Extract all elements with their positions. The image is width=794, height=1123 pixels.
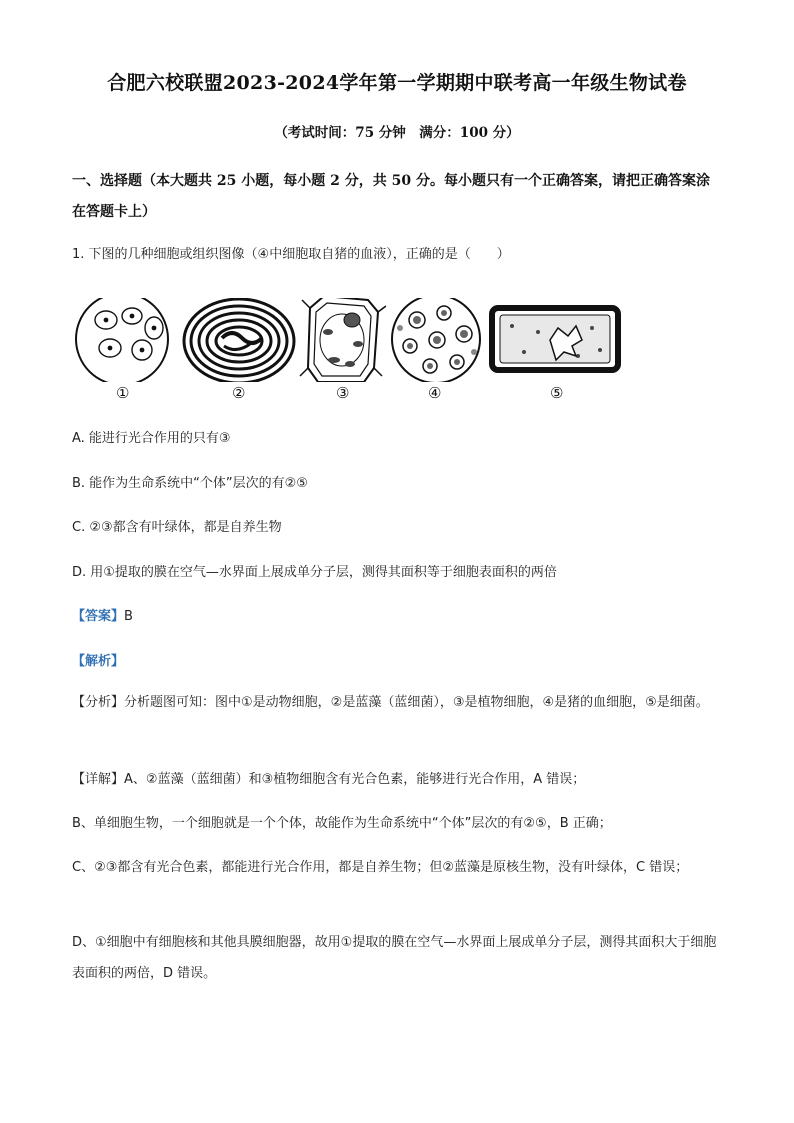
cyanobacterium-image <box>184 299 294 382</box>
detail-b-paragraph: B、单细胞生物，一个细胞就是一个个体，故能作为生命系统中“个体”层次的有②⑤，B 正确； <box>72 816 612 831</box>
detail-c-paragraph: C、②③都含有光合色素，都能进行光合作用，都是自养生物；但②蓝藻是原核生物，没有叶绿体，C 错误； <box>72 860 689 875</box>
detail-label: 【详解】 <box>72 772 125 787</box>
plant-cell-image <box>300 298 386 382</box>
figure-label-2: ② <box>232 384 246 402</box>
cell-figure-drawing <box>72 298 632 382</box>
blood-cells-image <box>392 298 480 382</box>
analysis-line <box>72 650 124 669</box>
detail-a-paragraph <box>72 764 724 795</box>
detail-d-paragraph: D、①细胞中有细胞核和其他具膜细胞器，故用①提取的膜在空气—水界面上展成单分子层，测得其面积大于细胞表面积的两倍，D 错误。 <box>72 935 717 981</box>
exam-title: 合肥六校联盟2023-2024学年第一学期期中联考高一年级生物试卷 <box>107 72 687 94</box>
option-a: A. 能进行光合作用的只有③ <box>72 431 231 446</box>
exam-subtitle: （考试时间：75 分钟 满分：100 分） <box>274 125 520 141</box>
cell-figure <box>72 298 632 408</box>
animal-cell-image <box>76 298 168 382</box>
option-c: C. ②③都含有叶绿体，都是自养生物 <box>72 520 282 535</box>
figure-label-3: ③ <box>336 384 350 402</box>
bacterium-image <box>492 308 618 370</box>
answer-value: B <box>124 609 133 624</box>
fenxi-label: 【分析】 <box>72 695 125 710</box>
figure-label-1: ① <box>116 384 130 402</box>
figure-label-4: ④ <box>428 384 442 402</box>
section-heading: 一、选择题（本大题共 25 小题，每小题 2 分，共 50 分。每小题只有一个正确答案，请把正确答案涂在答题卡上） <box>72 173 710 220</box>
answer-label: 【答案】 <box>72 609 125 624</box>
detail-a-text: A、②蓝藻（蓝细菌）和③植物细胞含有光合色素，能够进行光合作用，A 错误； <box>124 772 586 787</box>
option-b: B. 能作为生命系统中“个体”层次的有②⑤ <box>72 476 308 491</box>
fenxi-text: 分析题图可知：图中①是动物细胞，②是蓝藻（蓝细菌），③是植物细胞，④是猪的血细胞，⑤是细菌。 <box>124 695 709 710</box>
option-d: D. 用①提取的膜在空气—水界面上展成单分子层，测得其面积等于细胞表面积的两倍 <box>72 565 557 580</box>
question-stem: 1. 下图的几种细胞或组织图像（④中细胞取自猪的血液），正确的是（ ） <box>72 247 510 262</box>
fenxi-paragraph <box>72 687 724 718</box>
answer-line <box>72 605 133 624</box>
figure-label-5: ⑤ <box>550 384 564 402</box>
analysis-label: 【解析】 <box>72 654 125 669</box>
